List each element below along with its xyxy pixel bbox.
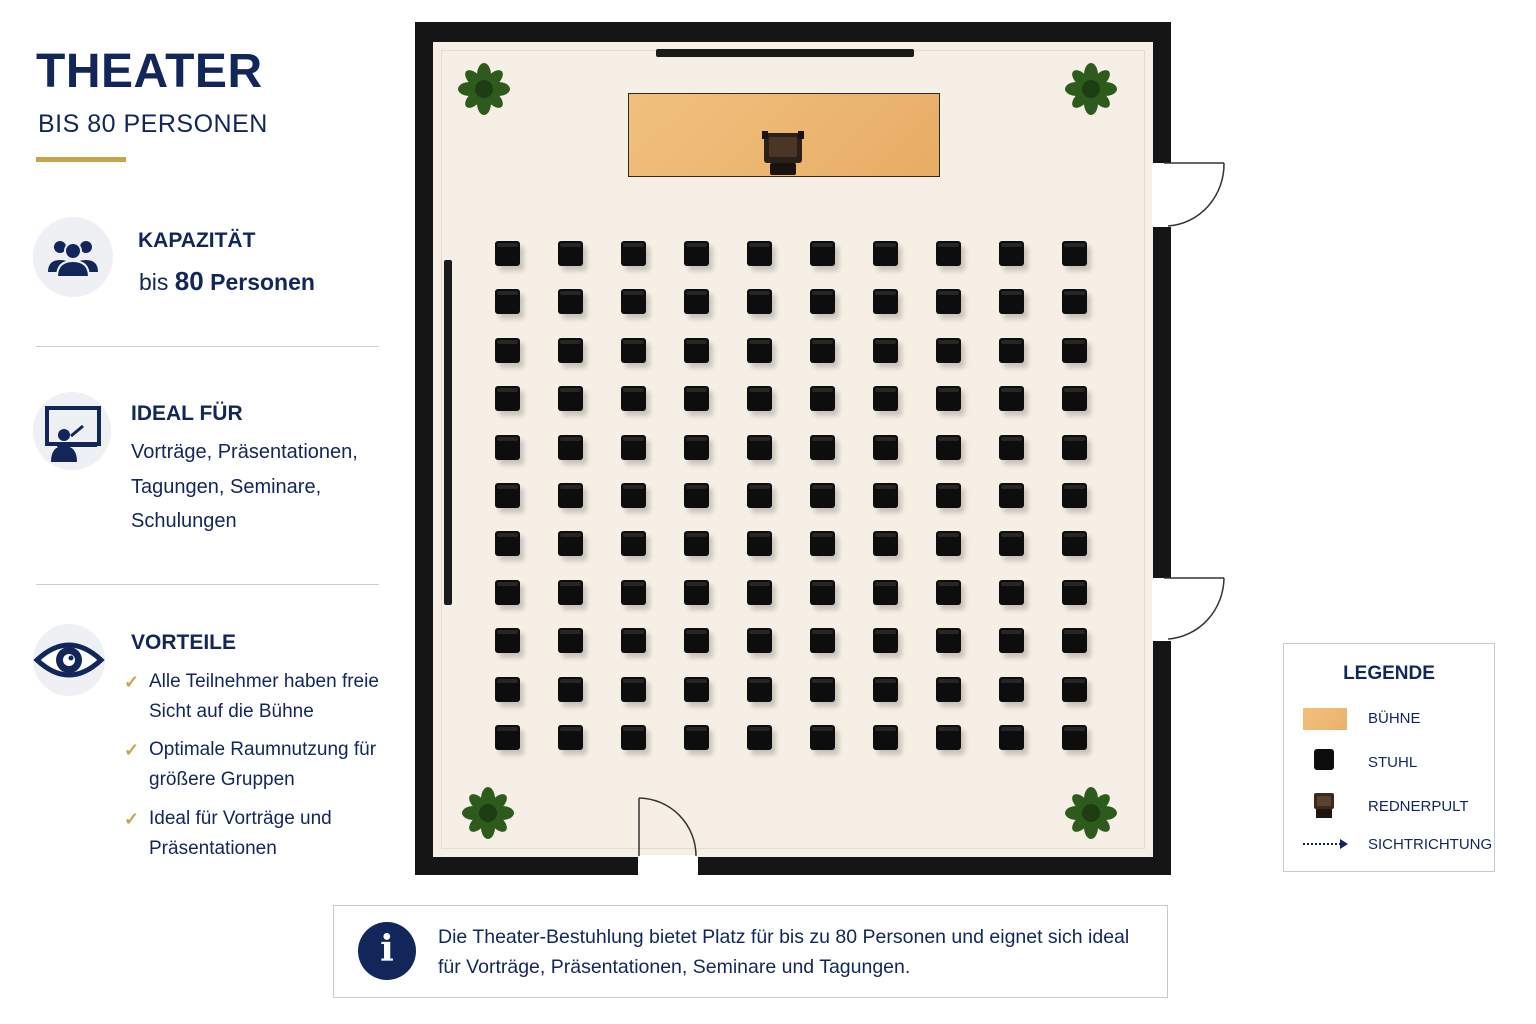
chair — [873, 386, 898, 411]
chair — [747, 725, 772, 750]
legend-label: SICHTRICHTUNG — [1368, 836, 1493, 853]
chair — [936, 725, 961, 750]
chair — [621, 435, 646, 460]
chair — [810, 289, 835, 314]
chair — [936, 386, 961, 411]
page-title: THEATER — [36, 45, 263, 98]
capacity-number: 80 — [174, 266, 204, 296]
chair — [999, 628, 1024, 653]
capacity-value — [139, 266, 315, 297]
chair — [684, 483, 709, 508]
chair — [1062, 241, 1087, 266]
chair — [747, 289, 772, 314]
projection-screen-left — [444, 260, 452, 605]
check-icon: ✓ — [124, 740, 140, 760]
chair — [558, 580, 583, 605]
plant-icon — [461, 786, 515, 840]
ideal-line: Schulungen — [131, 510, 237, 532]
chair — [873, 628, 898, 653]
chair — [936, 241, 961, 266]
info-icon: i — [358, 922, 416, 980]
chair — [621, 483, 646, 508]
chair — [1062, 338, 1087, 363]
lectern-icon — [1312, 791, 1336, 819]
chair — [495, 628, 520, 653]
chair — [495, 483, 520, 508]
chair — [684, 677, 709, 702]
ideal-line: Vorträge, Präsentationen, — [131, 441, 358, 463]
info-box — [333, 905, 1168, 998]
people-group-icon — [33, 217, 113, 297]
chair — [558, 531, 583, 556]
chair — [1062, 677, 1087, 702]
chair — [684, 289, 709, 314]
chair — [999, 241, 1024, 266]
chair — [1062, 531, 1087, 556]
chair — [999, 435, 1024, 460]
advantage-text: Alle Teilnehmer haben freie Sicht auf die Bühne — [149, 671, 379, 722]
chair — [747, 386, 772, 411]
advantage-text: Ideal für Vorträge und Präsentationen — [149, 808, 332, 859]
capacity-unit: Personen — [210, 269, 315, 295]
chair — [621, 338, 646, 363]
chair — [999, 725, 1024, 750]
chair — [810, 338, 835, 363]
chair — [873, 677, 898, 702]
projection-screen-top — [656, 49, 914, 57]
chair — [810, 628, 835, 653]
dotted-arrow-icon — [1302, 838, 1350, 850]
chair — [1062, 725, 1087, 750]
advantages-heading: VORTEILE — [131, 631, 237, 654]
advantage-item — [124, 735, 389, 795]
chair — [1062, 628, 1087, 653]
chair — [1062, 435, 1087, 460]
chair — [495, 677, 520, 702]
legend-title: LEGENDE — [1343, 663, 1435, 684]
chair — [1062, 580, 1087, 605]
chair — [684, 386, 709, 411]
divider — [36, 346, 379, 347]
chair — [558, 338, 583, 363]
chair — [495, 289, 520, 314]
chair — [873, 580, 898, 605]
chair — [747, 435, 772, 460]
presentation-screen-icon — [33, 392, 111, 470]
chair — [684, 531, 709, 556]
chair — [558, 386, 583, 411]
chair — [747, 483, 772, 508]
chair — [873, 435, 898, 460]
chair — [621, 241, 646, 266]
chair — [999, 483, 1024, 508]
legend — [1283, 643, 1495, 872]
chair — [810, 531, 835, 556]
legend-label: STUHL — [1368, 754, 1418, 771]
chair — [936, 628, 961, 653]
chair — [873, 241, 898, 266]
chair — [684, 628, 709, 653]
chair — [873, 531, 898, 556]
chair — [495, 338, 520, 363]
advantage-item — [124, 804, 389, 864]
chair — [495, 435, 520, 460]
page-subtitle: BIS 80 PERSONEN — [38, 110, 268, 138]
chair — [810, 241, 835, 266]
chair — [495, 580, 520, 605]
chair-icon — [1314, 749, 1334, 770]
chair — [873, 483, 898, 508]
ideal-icon-circle — [33, 392, 111, 470]
chair — [747, 580, 772, 605]
chair — [558, 725, 583, 750]
chair — [495, 531, 520, 556]
advantage-item — [124, 667, 389, 727]
chair — [999, 677, 1024, 702]
chair — [558, 677, 583, 702]
chair — [999, 580, 1024, 605]
chair — [873, 289, 898, 314]
chair — [684, 725, 709, 750]
capacity-prefix: bis — [139, 269, 169, 295]
chair — [936, 338, 961, 363]
info-text: Die Theater-Bestuhlung bietet Platz für bis zu 80 Personen und eignet sich ideal für Vorträge, Präsentationen, Seminare und Tagungen. — [438, 926, 1130, 978]
ideal-text — [131, 435, 358, 539]
chair — [936, 580, 961, 605]
divider — [36, 584, 379, 585]
chair — [621, 725, 646, 750]
chair — [621, 580, 646, 605]
chair — [747, 338, 772, 363]
chair — [558, 628, 583, 653]
chair — [621, 677, 646, 702]
eye-icon — [33, 624, 105, 696]
ideal-line: Tagungen, Seminare, — [131, 475, 322, 498]
advantage-text: Optimale Raumnutzung für größere Gruppen — [149, 739, 377, 790]
chair — [558, 241, 583, 266]
chair — [810, 386, 835, 411]
chair — [999, 338, 1024, 363]
chair — [558, 435, 583, 460]
legend-label: REDNERPULT — [1368, 798, 1469, 815]
chair — [621, 531, 646, 556]
chair — [1062, 386, 1087, 411]
plant-icon — [1064, 786, 1118, 840]
title-underline — [36, 157, 126, 162]
chair — [810, 677, 835, 702]
door-right-top-icon — [1160, 160, 1230, 230]
chair — [495, 725, 520, 750]
chair — [621, 386, 646, 411]
chair — [621, 289, 646, 314]
chair — [558, 289, 583, 314]
plant-icon — [1064, 62, 1118, 116]
chair — [621, 628, 646, 653]
chair — [1062, 289, 1087, 314]
chair — [747, 241, 772, 266]
chair — [747, 677, 772, 702]
chair — [747, 531, 772, 556]
chair — [999, 386, 1024, 411]
chair — [873, 338, 898, 363]
chair — [936, 435, 961, 460]
chair — [936, 531, 961, 556]
door-right-bottom-icon — [1160, 575, 1230, 645]
chair — [810, 435, 835, 460]
chair — [684, 241, 709, 266]
chair — [873, 725, 898, 750]
chair — [1062, 483, 1087, 508]
chair — [810, 483, 835, 508]
capacity-icon-circle — [33, 217, 113, 297]
chair — [936, 483, 961, 508]
check-icon: ✓ — [124, 809, 140, 829]
chair — [684, 435, 709, 460]
chair — [936, 677, 961, 702]
chair — [999, 531, 1024, 556]
check-icon: ✓ — [124, 672, 140, 692]
ideal-heading: IDEAL FÜR — [131, 402, 243, 425]
stage-swatch — [1303, 708, 1347, 730]
chair — [558, 483, 583, 508]
advantages-icon-circle — [33, 624, 105, 696]
chair — [684, 338, 709, 363]
chair — [684, 580, 709, 605]
chair — [810, 725, 835, 750]
capacity-heading: KAPAZITÄT — [138, 229, 256, 252]
chair — [495, 241, 520, 266]
lectern-icon — [760, 129, 806, 177]
chair — [999, 289, 1024, 314]
door-bottom-icon — [636, 796, 700, 860]
chair — [810, 580, 835, 605]
legend-label: BÜHNE — [1368, 710, 1421, 727]
plant-icon — [457, 62, 511, 116]
chair — [936, 289, 961, 314]
chair — [747, 628, 772, 653]
chair — [495, 386, 520, 411]
